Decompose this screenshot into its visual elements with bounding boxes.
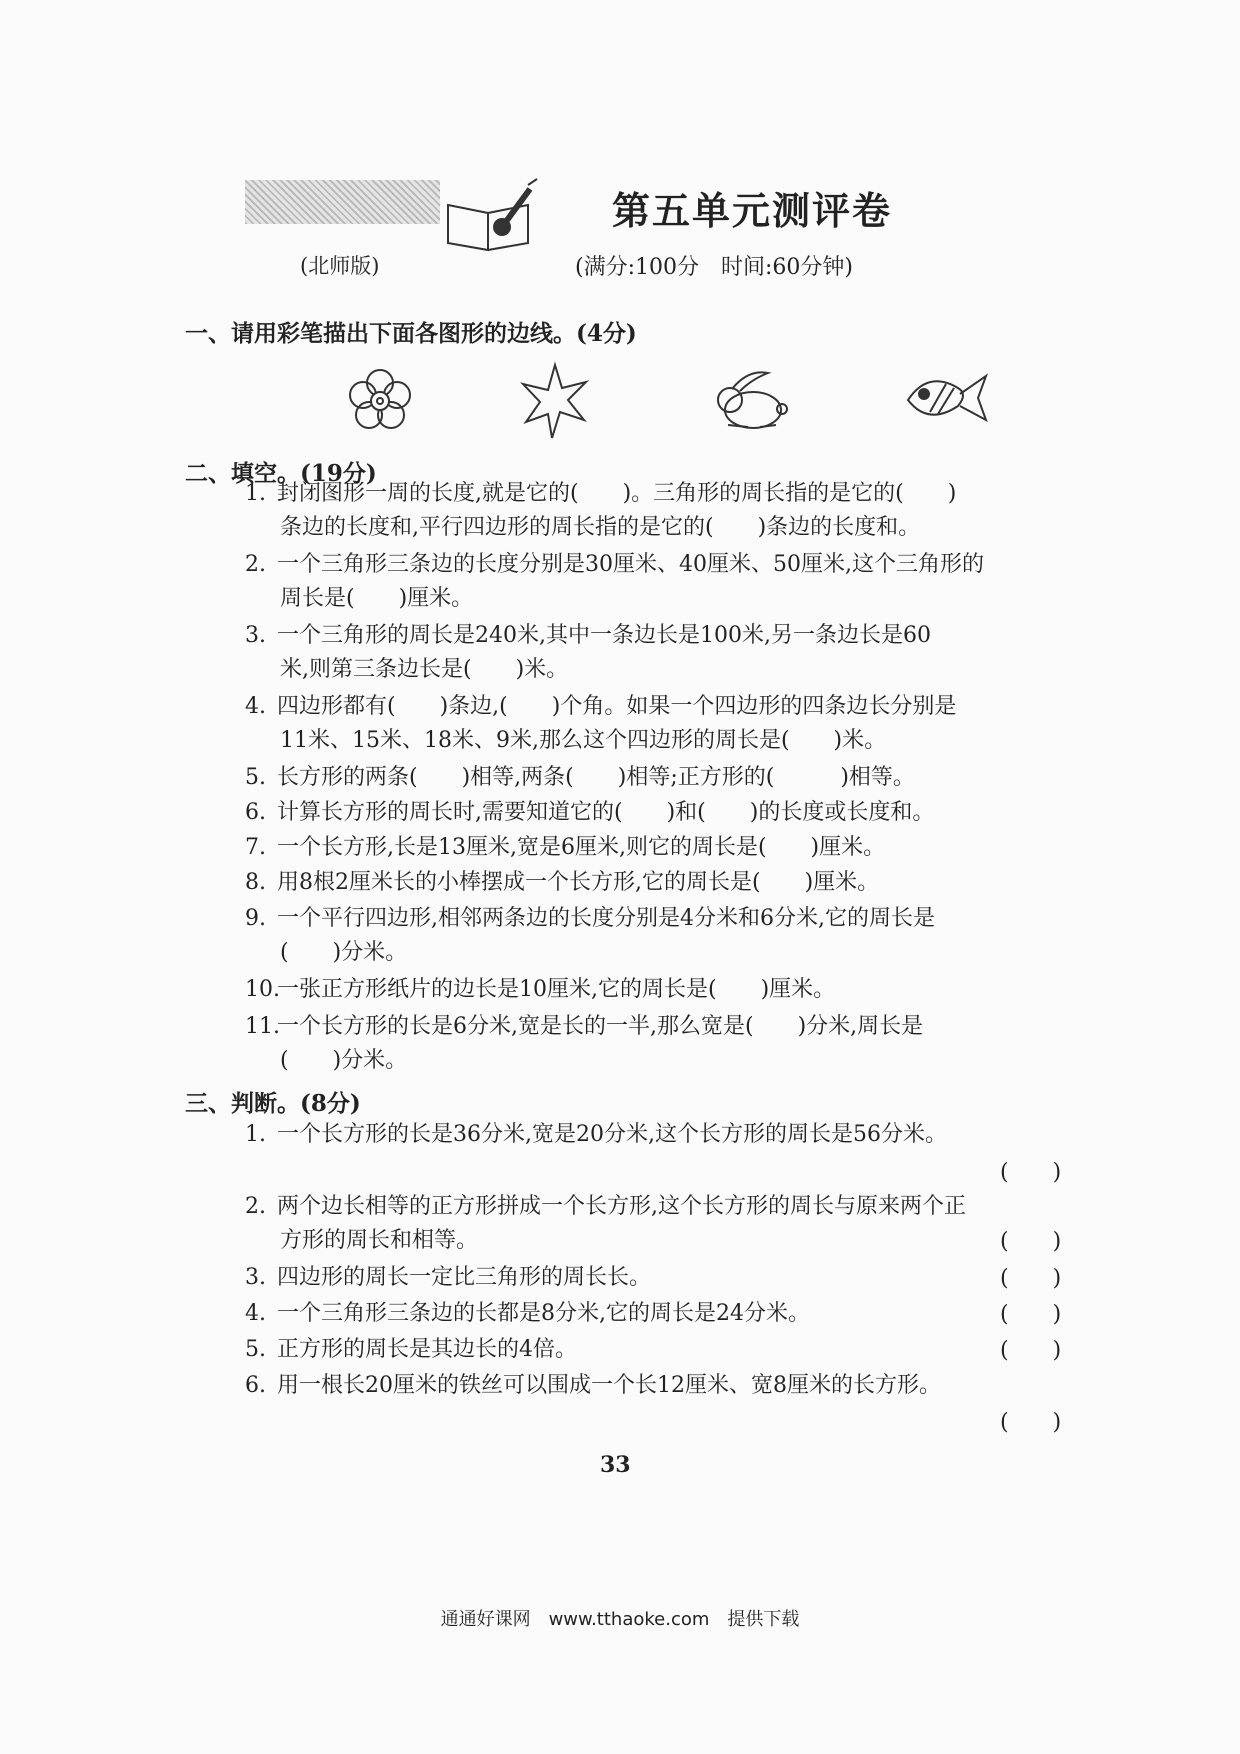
fill-question-5: 5. 长方形的两条( )相等,两条( )相等;正方形的( )相等。: [245, 765, 915, 790]
page-number: 33: [600, 1452, 631, 1478]
answer-bracket-4[interactable]: ( ): [1000, 1302, 1062, 1327]
edition-label: (北师版): [300, 254, 380, 278]
judge-question-6: 6. 用一根长20厘米的铁丝可以围成一个长12厘米、宽8厘米的长方形。: [245, 1373, 941, 1398]
judge-question-2-cont: 方形的周长和相等。: [280, 1228, 479, 1253]
section2-heading: 二、填空。(19分): [185, 460, 377, 487]
fill-question-2-cont: 周长是( )厘米。: [280, 586, 474, 611]
answer-bracket-2[interactable]: ( ): [1000, 1229, 1062, 1254]
fill-question-4: 4. 四边形都有( )条边,( )个角。如果一个四边形的四条边长分别是: [245, 694, 957, 719]
fill-question-11-cont: ( )分米。: [280, 1048, 408, 1073]
fill-question-11: 11.一个长方形的长是6分米,宽是长的一半,那么宽是( )分米,周长是: [245, 1014, 924, 1039]
answer-bracket-6[interactable]: ( ): [1000, 1410, 1062, 1435]
fill-question-6: 6. 计算长方形的周长时,需要知道它的( )和( )的长度或长度和。: [245, 800, 935, 825]
answer-bracket-1[interactable]: ( ): [1000, 1160, 1062, 1185]
flower-icon: [345, 365, 415, 435]
section3-heading: 三、判断。(8分): [185, 1090, 361, 1117]
page-title: 第五单元测评卷: [612, 188, 893, 233]
fill-question-9: 9. 一个平行四边形,相邻两条边的长度分别是4分米和6分米,它的周长是: [245, 906, 935, 931]
judge-question-1: 1. 一个长方形的长是36分米,宽是20分米,这个长方形的周长是56分米。: [245, 1122, 947, 1147]
fill-question-9-cont: ( )分米。: [280, 940, 408, 965]
fill-question-7: 7. 一个长方形,长是13厘米,宽是6厘米,则它的周长是( )厘米。: [245, 835, 886, 860]
judge-question-2: 2. 两个边长相等的正方形拼成一个长方形,这个长方形的周长与原来两个正: [245, 1194, 966, 1219]
footer-credit: 通通好课网 www.tthaoke.com 提供下载: [440, 1609, 800, 1630]
fill-question-1-cont: 条边的长度和,平行四边形的周长指的是它的( )条边的长度和。: [280, 515, 921, 540]
header-banner: [245, 180, 440, 224]
answer-bracket-3[interactable]: ( ): [1000, 1266, 1062, 1291]
leaf-icon: [518, 360, 593, 440]
section1-heading: 一、请用彩笔描出下面各图形的边线。(4分): [185, 320, 637, 347]
book-pen-icon: [440, 175, 545, 255]
fill-question-1: 1. 封闭图形一周的长度,就是它的( )。三角形的周长指的是它的( ): [245, 481, 957, 506]
fill-question-10: 10.一张正方形纸片的边长是10厘米,它的周长是( )厘米。: [245, 977, 836, 1002]
fill-question-4-cont: 11米、15米、18米、9米,那么这个四边形的周长是( )米。: [280, 728, 887, 753]
fill-question-2: 2. 一个三角形三条边的长度分别是30厘米、40厘米、50厘米,这个三角形的: [245, 552, 984, 577]
judge-question-3: 3. 四边形的周长一定比三角形的周长长。: [245, 1265, 652, 1290]
fill-question-8: 8. 用8根2厘米长的小棒摆成一个长方形,它的周长是( )厘米。: [245, 870, 880, 895]
answer-bracket-5[interactable]: ( ): [1000, 1338, 1062, 1363]
fill-question-3-cont: 米,则第三条边长是( )米。: [280, 657, 569, 682]
judge-question-4: 4. 一个三角形三条边的长都是8分米,它的周长是24分米。: [245, 1301, 810, 1326]
fish-icon: [898, 362, 993, 432]
rabbit-icon: [708, 365, 803, 435]
fill-question-3: 3. 一个三角形的周长是240米,其中一条边长是100米,另一条边长是60: [245, 623, 931, 648]
judge-question-5: 5. 正方形的周长是其边长的4倍。: [245, 1337, 577, 1362]
score-time: (满分:100分 时间:60分钟): [575, 255, 853, 280]
